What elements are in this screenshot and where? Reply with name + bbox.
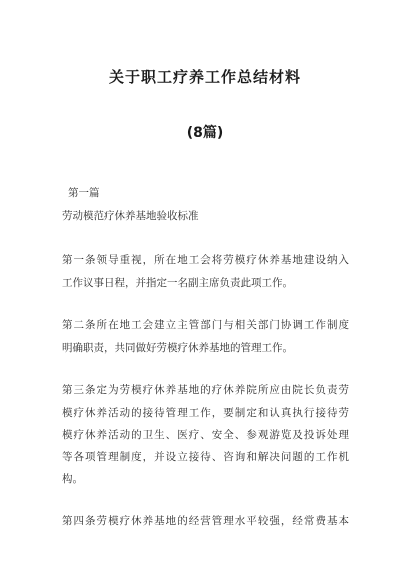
section-heading: 劳动模范疗休养基地验收标准 xyxy=(62,210,199,222)
paragraph-3-line-2: 模疗休养活动的接待管理工作，要制定和认真执行接待劳 xyxy=(62,407,349,419)
document-title: 关于职工疗养工作总结材料 xyxy=(108,68,301,86)
paragraph-3-line-3: 模疗休养活动的卫生、医疗、安全、参观游览及投诉处理 xyxy=(62,429,349,441)
paragraph-3-line-4: 等各项管理制度，并设立接待、咨询和解决问题的工作机 xyxy=(62,451,349,463)
paragraph-2-line-2: 明确职责，共同做好劳模疗休养基地的管理工作。 xyxy=(62,342,293,354)
paragraph-1-line-1: 第一条领导重视，所在地工会将劳模疗休养基地建设纳入 xyxy=(62,254,349,266)
paragraph-4-line-1: 第四条劳模疗休养基地的经营管理水平较强，经常费基本 xyxy=(62,515,349,527)
paragraph-3-line-1: 第三条定为劳模疗休养基地的疗休养院所应由院长负责劳 xyxy=(62,384,349,396)
paragraph-2-line-1: 第二条所在地工会建立主管部门与相关部门协调工作制度 xyxy=(62,319,349,331)
document-subtitle: (8篇) xyxy=(186,125,224,141)
paragraph-1-line-2: 工作议事日程，并指定一名副主席负责此项工作。 xyxy=(62,277,293,289)
paragraph-3-line-5: 构。 xyxy=(62,473,83,485)
section-label: 第一篇 xyxy=(68,187,100,199)
